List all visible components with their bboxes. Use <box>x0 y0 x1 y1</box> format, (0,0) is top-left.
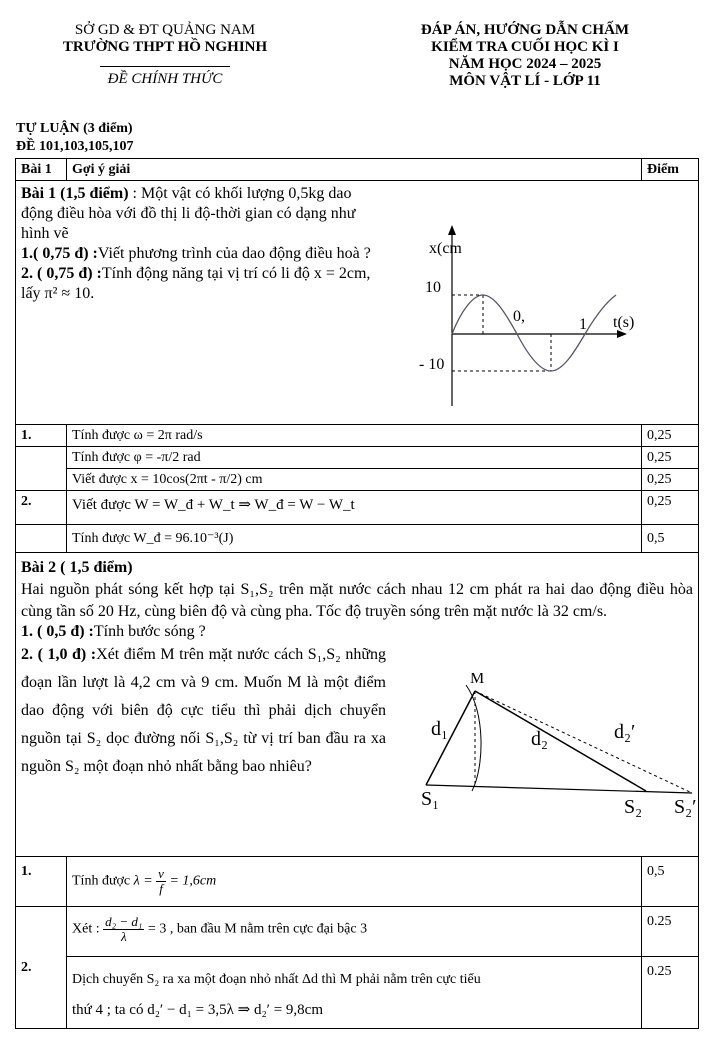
label-zero: 0, <box>513 308 525 325</box>
tick-top: 10 <box>425 279 441 296</box>
bai2-a1-prefix: Tính được <box>72 873 134 889</box>
school-header <box>30 22 300 88</box>
y-axis-arrow <box>448 225 456 235</box>
label-m: M <box>470 673 485 687</box>
subject: MÔN VẬT LÍ - LỚP 11 <box>449 73 601 89</box>
label-s1: S₁ <box>421 788 440 810</box>
header-solution: Gợi ý giải <box>67 159 642 181</box>
bai2-a1-rhs: = 1,6cm <box>165 873 217 889</box>
fraction-d-denominator: λ <box>120 929 127 944</box>
arc <box>466 685 481 791</box>
wave-sources-figure <box>396 673 696 833</box>
bai2-title: Bài 2 ( 1,5 điểm) <box>21 559 133 576</box>
bai1-a2-score: 0,25 <box>642 447 699 469</box>
label-d1: d₁ <box>431 718 448 740</box>
fraction-v-f <box>156 867 166 896</box>
bai2-intro: Hai nguồn phát sóng kết hợp tại S₁,S₂ trên mặt nước cách nhau 12 cm phát ra hai dao động điều hòa cùng tần số 20 Hz, cùng biên độ và cùng pha. Tốc độ truyền sóng trên mặt nước là 32 cm/s. <box>21 581 693 620</box>
divider <box>100 66 230 67</box>
header-bai: Bài 1 <box>16 159 67 181</box>
official-label: ĐỀ CHÍNH THỨC <box>107 71 223 87</box>
exam-name: KIỂM TRA CUỐI HỌC KÌ I <box>431 39 619 55</box>
bai1-a5-text: Tính được W_đ = 96.10⁻³(J) <box>67 525 642 553</box>
label-d2: d₂ <box>531 728 548 750</box>
label-d2-prime: d₂′ <box>614 721 636 743</box>
bai1-a4-text: Viết được W = W_đ + W_t ⇒ W_đ = W − W_t <box>67 491 642 525</box>
bai1-q2-label: 2. ( 0,75 đ) : <box>21 265 102 282</box>
bai2-question <box>16 553 699 857</box>
sine-curve <box>452 295 616 371</box>
fraction-d <box>103 915 144 944</box>
bai2-a2a <box>67 907 642 957</box>
fraction-numerator: v <box>158 866 164 881</box>
bai2-q1-text: Tính bước sóng ? <box>93 623 206 640</box>
bai1-q2-text: Tính động năng tại vị trí có li độ x = 2cm, lấy π² ≈ 10. <box>21 265 371 302</box>
bai1-question <box>16 181 699 425</box>
tick-bottom: - 10 <box>419 356 445 373</box>
segment-s1-s2 <box>426 785 692 793</box>
bai2-a2b-score: 0.25 <box>642 957 699 1029</box>
bai2-a1-score: 0,5 <box>642 857 699 907</box>
bai1-title: Bài 1 (1,5 điểm) <box>21 185 129 202</box>
fraction-denominator: f <box>159 881 163 896</box>
bai1-a4-score: 0,25 <box>642 491 699 525</box>
exam-header <box>355 22 695 90</box>
bai1-a2-text: Tính được φ = -π/2 rad <box>67 447 642 469</box>
bai1-intro: : Một vật có khối lượng 0,5kg dao động điều hòa với đồ thị li độ-thời gian có dạng như hình vẽ <box>21 185 356 242</box>
label-s2: S₂ <box>624 796 643 818</box>
fraction-d-numerator: d₂ − d₁ <box>105 914 143 929</box>
school-year: NĂM HỌC 2024 – 2025 <box>448 56 602 72</box>
bai1-q1-label: 1.( 0,75 đ) : <box>21 245 98 262</box>
section-title: TỰ LUẬN (3 điểm) <box>16 121 133 136</box>
bai2-a2b-line2: thứ 4 ; ta có d₂′ − d₁ = 3,5λ ⇒ d₂′ = 9,8cm <box>72 1002 323 1018</box>
bai1-a-empty <box>16 447 67 491</box>
bai1-a5-num <box>16 525 67 553</box>
bai1-a1-text: Tính được ω = 2π rad/s <box>67 425 642 447</box>
displacement-time-graph <box>401 211 651 411</box>
y-axis-label: x(cm <box>429 240 462 257</box>
bai1-a3-text: Viết được x = 10cos(2πt - π/2) cm <box>67 469 642 491</box>
bai1-q1-text: Viết phương trình của dao động điều hoà ? <box>97 245 371 262</box>
bai2-a1-lhs: λ = <box>133 873 157 889</box>
segment-d2-prime <box>475 691 692 793</box>
bai2-a1 <box>67 857 642 907</box>
bai2-a2a-prefix: Xét : <box>72 921 104 937</box>
x-axis-label: t(s) <box>613 314 635 331</box>
bai1-a3-score: 0,25 <box>642 469 699 491</box>
bai2-a2a-score: 0.25 <box>642 907 699 957</box>
label-one: 1 <box>579 316 587 333</box>
bai1-a1-score: 0,25 <box>642 425 699 447</box>
label-s2-prime: S₂′ <box>674 796 696 818</box>
bai1-a1-num: 1. <box>16 425 67 447</box>
bai2-a2b <box>67 957 642 1029</box>
bai2-a2b-line1: Dịch chuyển S₂ ra xa một đoạn nhỏ nhất Δd thì M phải nằm trên cực tiểu <box>72 972 481 987</box>
x-axis-arrow <box>617 330 627 338</box>
school-name: TRƯỜNG THPT HỒ NGHINH <box>62 39 268 55</box>
bai2-q2-text: Xét điểm M trên mặt nước cách S₁,S₂ những đoạn lần lượt là 4,2 cm và 9 cm. Muốn M là một điểm dao động với biên độ cực tiểu thì phải dịch chuyển nguồn tại S₂ dọc đường nối S₁,S₂ từ vị trí ban đầu ra xa nguồn S₂ một đoạn nhỏ nhất bằng bao nhiêu? <box>21 646 386 775</box>
bai1-a4-num: 2. <box>16 491 67 525</box>
answer-table-1 <box>15 158 699 1029</box>
bai2-a2-num: 2. <box>16 907 67 1029</box>
header-score: Điểm <box>642 159 699 181</box>
bai2-q2-label: 2. ( 1,0 đ) : <box>21 646 97 663</box>
bai2-a1-num: 1. <box>16 857 67 907</box>
department-name: SỞ GD & ĐT QUẢNG NAM <box>74 22 256 38</box>
bai2-q1-label: 1. ( 0,5 đ) : <box>21 623 94 640</box>
bai1-a5-score: 0,5 <box>642 525 699 553</box>
exam-codes: ĐỀ 101,103,105,107 <box>16 139 134 154</box>
bai2-a2a-rest: = 3 , ban đầu M nằm trên cực đại bậc 3 <box>144 921 368 937</box>
answer-key-title: ĐÁP ÁN, HƯỚNG DẪN CHẤM <box>420 22 630 38</box>
